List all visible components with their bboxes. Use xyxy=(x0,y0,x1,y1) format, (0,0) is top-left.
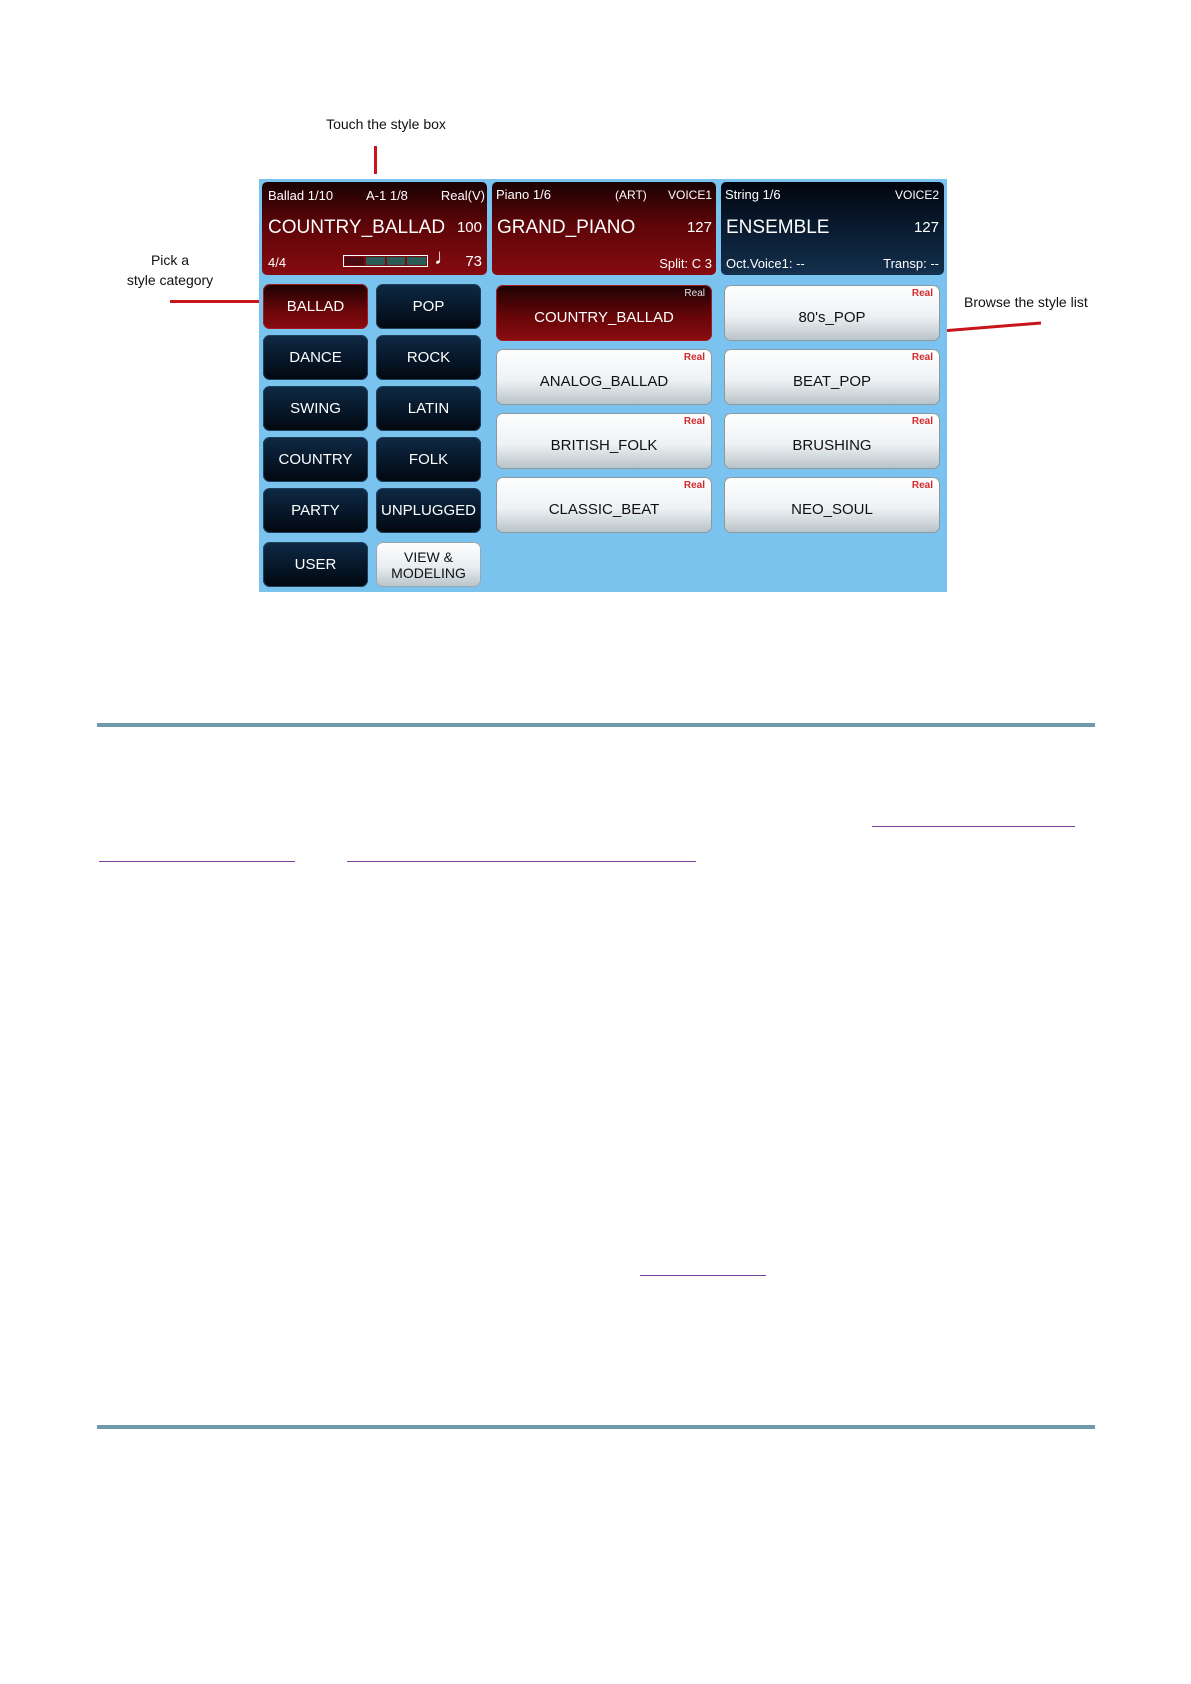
category-latin[interactable]: LATIN xyxy=(376,386,481,431)
category-dance[interactable]: DANCE xyxy=(263,335,368,380)
style-name: COUNTRY_BALLAD xyxy=(268,217,446,238)
category-rock[interactable]: ROCK xyxy=(376,335,481,380)
link-underline[interactable] xyxy=(347,861,696,862)
voice1-box[interactable] xyxy=(492,182,716,275)
style-item-label: ANALOG_BALLAD xyxy=(539,372,669,390)
voice1-volume: 127 xyxy=(686,219,712,236)
category-folk[interactable]: FOLK xyxy=(376,437,481,482)
style-item-british-folk[interactable] xyxy=(496,413,712,469)
category-unplugged[interactable]: UNPLUGGED xyxy=(376,488,481,533)
callout-pick-category xyxy=(108,250,232,290)
real-badge: Real xyxy=(911,416,933,427)
voice2-transpose: Transp: -- xyxy=(883,256,939,271)
voice1-name: GRAND_PIANO xyxy=(497,217,636,238)
style-real-label: Real(V) xyxy=(440,188,485,203)
style-item-label: COUNTRY_BALLAD xyxy=(534,308,674,326)
link-underline[interactable] xyxy=(872,826,1075,827)
style-item-label: 80's_POP xyxy=(798,308,866,326)
style-category-count: Ballad 1/10 xyxy=(268,188,334,203)
time-signature: 4/4 xyxy=(268,255,287,270)
real-badge: Real xyxy=(684,288,705,299)
style-item-label: BEAT_POP xyxy=(792,372,872,390)
style-item-label: NEO_SOUL xyxy=(791,500,873,518)
style-item-classic-beat[interactable] xyxy=(496,477,712,533)
real-badge: Real xyxy=(683,352,705,363)
tempo-value: 73 xyxy=(465,253,482,270)
voice1-count: Piano 1/6 xyxy=(496,187,551,202)
real-badge: Real xyxy=(683,480,705,491)
voice2-volume: 127 xyxy=(913,219,939,236)
beat-indicator xyxy=(343,255,428,267)
view-modeling-line2: MODELING xyxy=(391,564,466,581)
callout-line-horizontal xyxy=(170,300,273,303)
section-divider-bottom xyxy=(97,1425,1095,1429)
voice2-count: String 1/6 xyxy=(725,187,781,202)
voice2-name: ENSEMBLE xyxy=(726,217,830,238)
category-user[interactable]: USER xyxy=(263,542,368,587)
style-item-beat-pop[interactable] xyxy=(724,349,940,405)
section-divider-top xyxy=(97,723,1095,727)
category-country[interactable]: COUNTRY xyxy=(263,437,368,482)
voice2-label: VOICE2 xyxy=(894,188,939,202)
style-variation: A-1 1/8 xyxy=(366,188,408,203)
category-pop[interactable]: POP xyxy=(376,284,481,329)
style-item-label: BRITISH_FOLK xyxy=(550,436,658,454)
style-item-80s-pop[interactable] xyxy=(724,285,940,341)
style-volume: 100 xyxy=(456,219,482,236)
voice1-split: Split: C 3 xyxy=(659,256,712,271)
callout-pick-line1: Pick a xyxy=(150,252,190,268)
callout-line-vertical xyxy=(374,146,377,174)
style-item-label: CLASSIC_BEAT xyxy=(548,500,660,518)
view-modeling-button[interactable] xyxy=(376,542,481,587)
category-ballad[interactable]: BALLAD xyxy=(263,284,368,329)
real-badge: Real xyxy=(683,416,705,427)
category-party[interactable]: PARTY xyxy=(263,488,368,533)
link-underline[interactable] xyxy=(640,1275,766,1276)
category-swing[interactable]: SWING xyxy=(263,386,368,431)
real-badge: Real xyxy=(911,480,933,491)
voice2-box[interactable] xyxy=(721,182,944,275)
style-item-neo-soul[interactable] xyxy=(724,477,940,533)
voice1-label: VOICE1 xyxy=(667,188,712,202)
style-item-label: BRUSHING xyxy=(792,436,872,454)
callout-touch-style-box: Touch the style box xyxy=(326,116,446,132)
callout-browse-style-list: Browse the style list xyxy=(964,294,1088,310)
view-modeling-line1: VIEW & xyxy=(403,548,453,565)
tempo-note-icon: ♩ xyxy=(434,244,456,269)
real-badge: Real xyxy=(911,288,933,299)
link-underline[interactable] xyxy=(99,861,295,862)
style-item-analog-ballad[interactable] xyxy=(496,349,712,405)
voice1-art: (ART) xyxy=(615,188,647,202)
callout-pick-line2: style category xyxy=(126,272,214,288)
keyboard-screen xyxy=(259,179,947,592)
style-item-country-ballad[interactable] xyxy=(496,285,712,341)
style-item-brushing[interactable] xyxy=(724,413,940,469)
real-badge: Real xyxy=(911,352,933,363)
style-box[interactable] xyxy=(262,182,487,275)
voice2-octave: Oct.Voice1: -- xyxy=(726,256,805,271)
